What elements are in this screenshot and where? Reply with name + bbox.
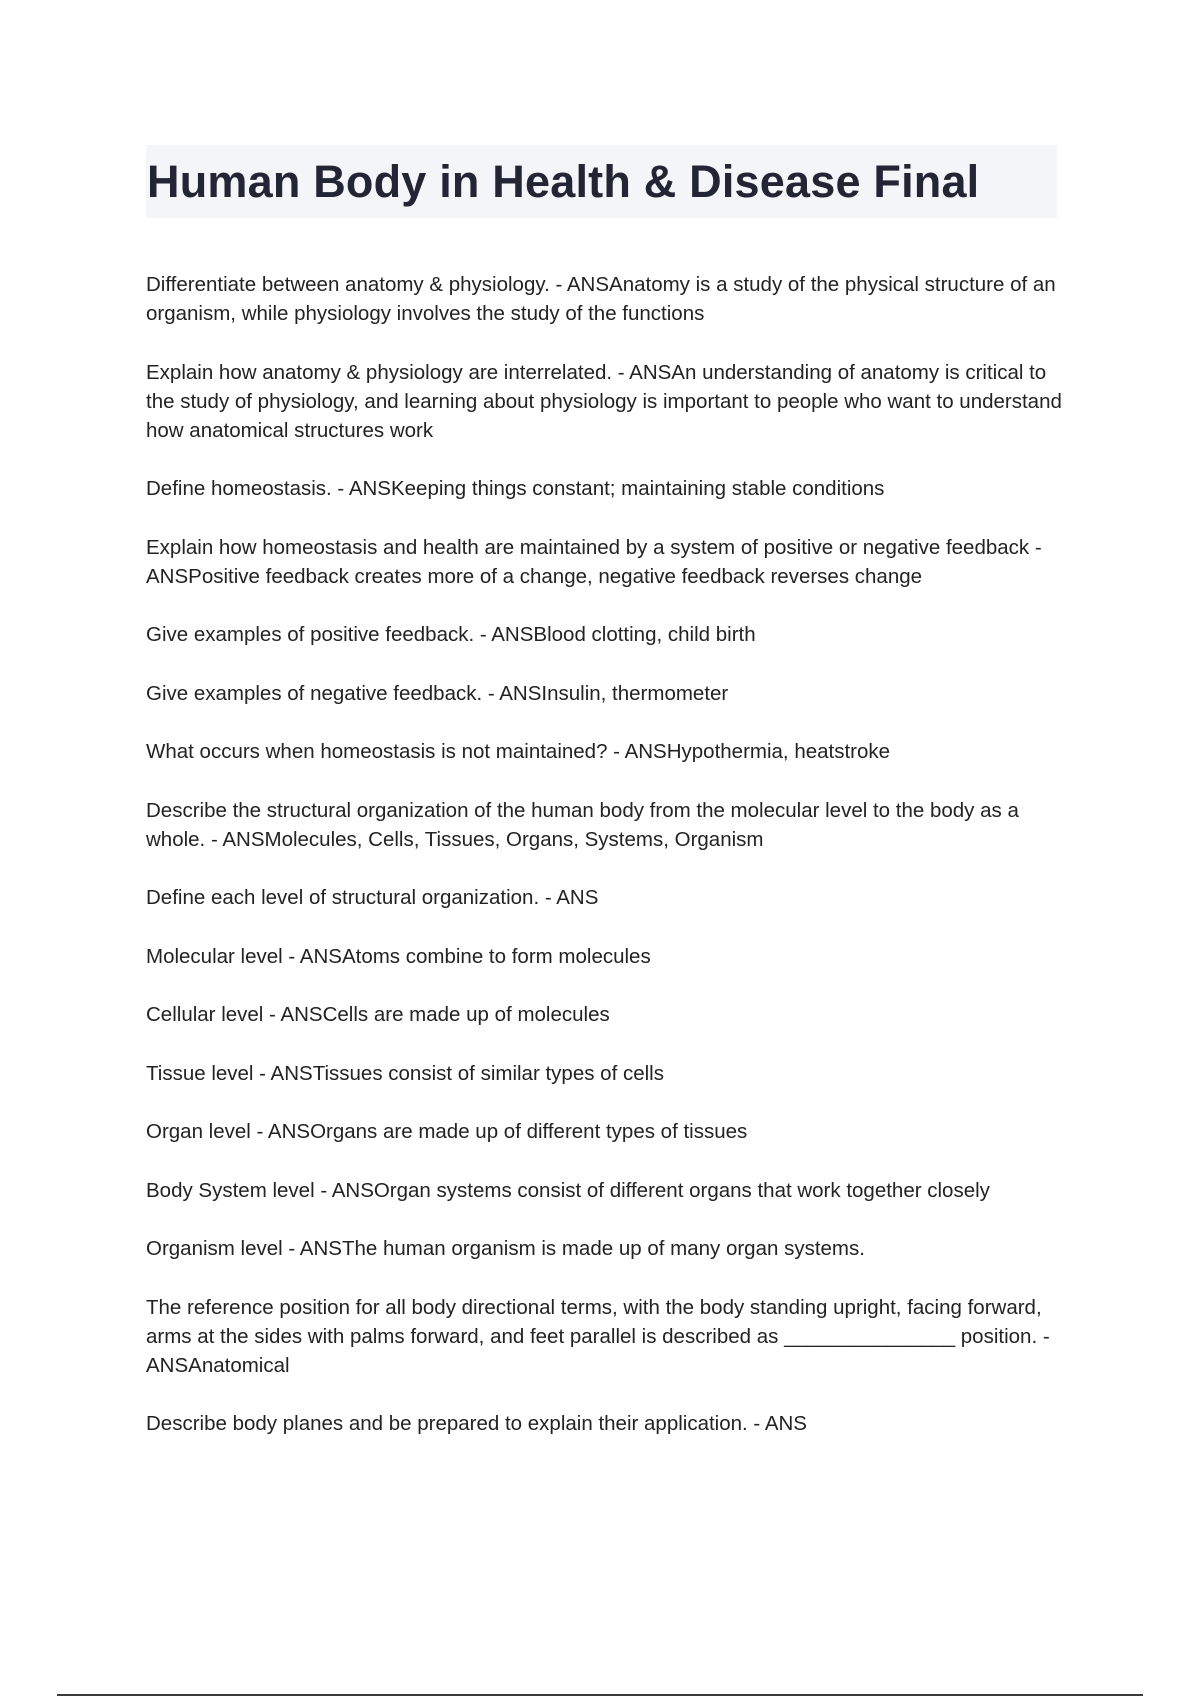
qa-item: Body System level - ANSOrgan systems consist of different organs that work together closely — [146, 1178, 990, 1202]
page-bottom-rule — [57, 1694, 1143, 1696]
qa-item: The reference position for all body directional terms, with the body standing upright, facing forward, arms at the sides with palms forward, and feet parallel is described as _______________ position. - ANSAnatomical — [146, 1295, 1050, 1377]
qa-item: Describe the structural organization of the human body from the molecular level to the body as a whole. - ANSMolecules, Cells, Tissues, Organs, Systems, Organism — [146, 798, 1019, 851]
qa-item: Tissue level - ANSTissues consist of similar types of cells — [146, 1061, 664, 1085]
qa-item: Explain how anatomy & physiology are interrelated. - ANSAn understanding of anatomy is critical to the study of physiology, and learning about physiology is important to people who want to understand how anatomical structures work — [146, 360, 1062, 442]
qa-item: Molecular level - ANSAtoms combine to form molecules — [146, 944, 651, 968]
qa-item: Explain how homeostasis and health are maintained by a system of positive or negative feedback - ANSPositive feedback creates more of a change, negative feedback reverses change — [146, 535, 1042, 588]
qa-item: Give examples of negative feedback. - ANSInsulin, thermometer — [146, 681, 729, 705]
qa-item: What occurs when homeostasis is not maintained? - ANSHypothermia, heatstroke — [146, 740, 891, 763]
qa-item: Define each level of structural organization. - ANS — [146, 886, 599, 909]
qa-item: Define homeostasis. - ANSKeeping things constant; maintaining stable conditions — [146, 477, 885, 500]
title-banner — [146, 145, 1057, 218]
qa-item: Describe body planes and be prepared to explain their application. - ANS — [146, 1412, 807, 1435]
qa-list — [146, 270, 1066, 1438]
page-title: Human Body in Health & Disease Final — [147, 156, 980, 207]
qa-item: Organism level - ANSThe human organism is made up of many organ systems. — [146, 1237, 865, 1260]
qa-item: Organ level - ANSOrgans are made up of different types of tissues — [146, 1120, 748, 1143]
qa-item: Differentiate between anatomy & physiology. - ANSAnatomy is a study of the physical structure of an organism, while physiology involves the study of the functions — [146, 273, 1056, 325]
qa-item: Give examples of positive feedback. - ANSBlood clotting, child birth — [146, 623, 756, 646]
qa-item: Cellular level - ANSCells are made up of molecules — [146, 1003, 610, 1026]
